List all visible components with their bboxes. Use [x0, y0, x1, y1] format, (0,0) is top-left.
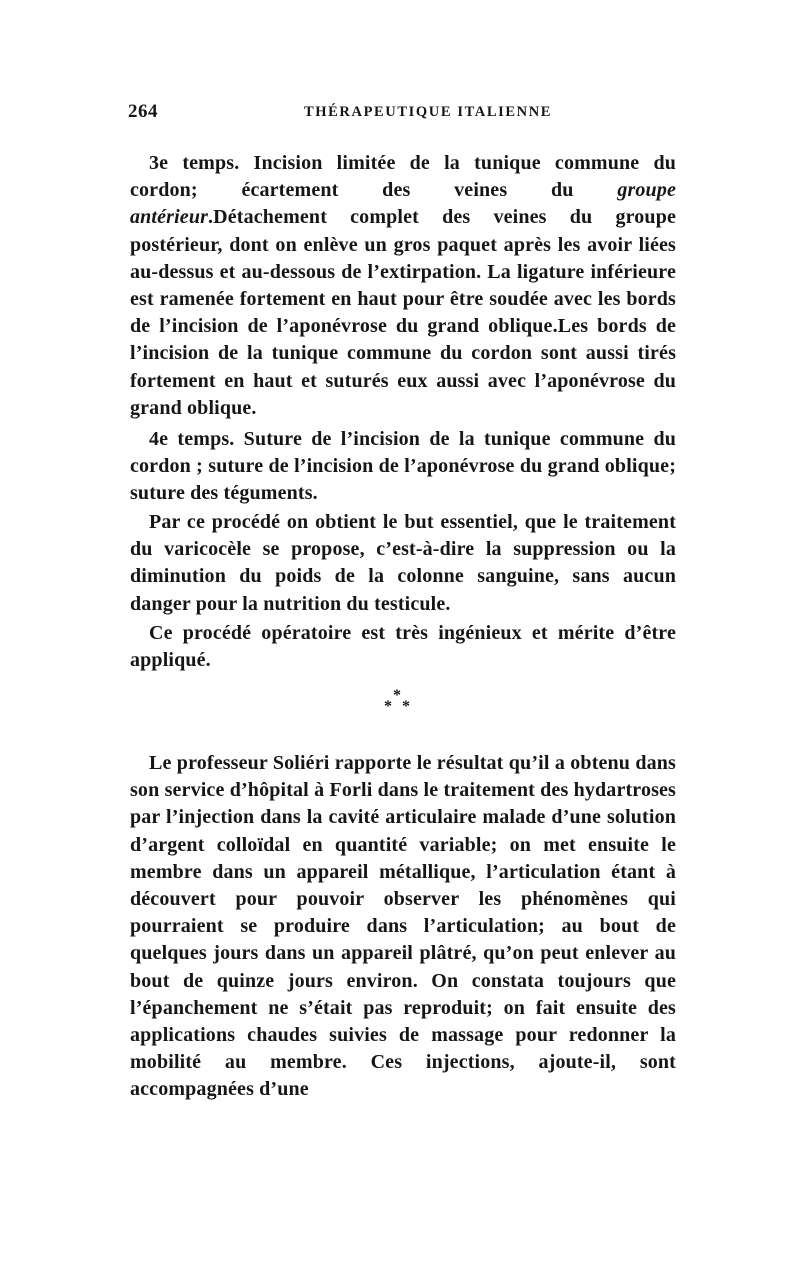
- asterism-star: *: [384, 698, 392, 715]
- section-asterism: [370, 682, 430, 722]
- paragraph-text: 3e temps. Incision limitée de la tunique commune du cordon; écartement des veines du: [130, 152, 676, 202]
- paragraph-text: .Détachement complet des veines du groupe postérieur, dont on enlève un gros paquet après les avoir liées au-dessus et au-dessous de l’extirpation. La ligature inférieure est ramenée fortement en haut pour être soudée avec les bords de l’incision de l’aponévrose du grand oblique.Les bords de l’incision de la tunique commune du cordon sont aussi tirés fortement en haut et suturés eux aussi avec l’aponévrose du grand oblique.: [130, 206, 676, 419]
- page-header: [128, 101, 678, 131]
- paragraph-fourth-step: 4e temps. Suture de l’incision de la tunique commune du cordon ; suture de l’incision de l’aponévrose du grand oblique; suture des téguments.: [130, 428, 676, 505]
- asterism-star: *: [393, 687, 401, 704]
- italic-term: groupe antérieur: [130, 179, 676, 229]
- page-number: 264: [128, 101, 158, 122]
- asterism-star: *: [402, 698, 410, 715]
- paragraph-conclusion: Ce procédé opératoire est très ingénieux et mérite d’être appliqué.: [130, 622, 676, 672]
- paragraph-third-step: [130, 150, 676, 422]
- running-title: THÉRAPEUTIQUE ITALIENNE: [304, 104, 553, 120]
- paragraph-result: Par ce procédé on obtient le but essentiel, que le traitement du varicocèle se propose, c’est-à-dire la suppression ou la diminution du poids de la colonne sanguine, sans aucun danger pour la nutrition du testicule.: [130, 511, 676, 615]
- paragraph-solieri: Le professeur Soliéri rapporte le résultat qu’il a obtenu dans son service d’hôpital à Forli dans le traitement des hydartroses par l’injection dans la cavité articulaire malade d’une solution d’argent colloïdal en quantité variable; on met ensuite le membre dans un appareil métallique, l’articulation étant à découvert pour pouvoir observer les phénomènes qui pourraient se produire dans l’articulation; au bout de quelques jours dans un appareil plâtré, qu’on peut enlever au bout de quinze jours environ. On constata toujours que l’épanchement ne s’était pas reproduit; on fait ensuite des applications chaudes suivies de massage pour redonner la mobilité au membre. Ces injections, ajoute-il, sont accompagnées d’une: [130, 752, 676, 1101]
